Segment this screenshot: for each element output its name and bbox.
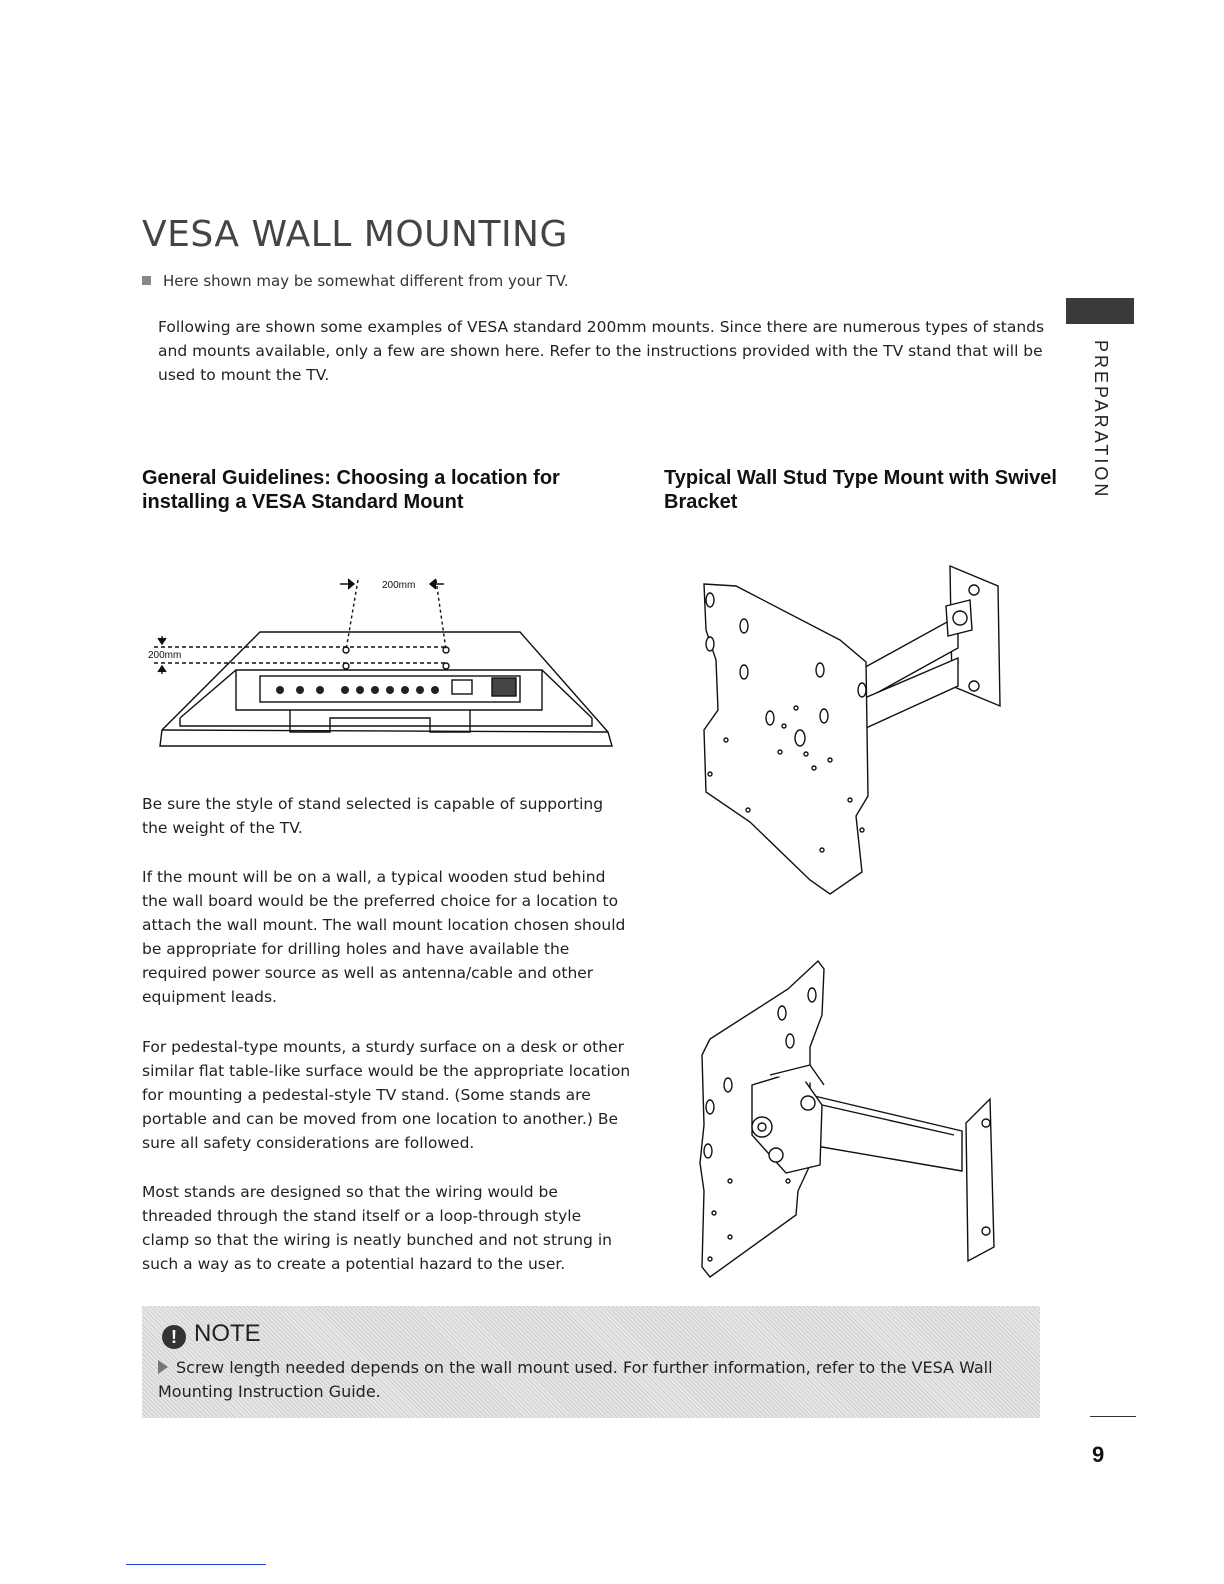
page-title: VESA WALL MOUNTING [142,214,568,255]
guideline-paragraph-4: Most stands are designed so that the wiring would be threaded through the stand itself or a loop-through style clamp so that the wiring is neatly bunched and not strung in such a way as to create a potential hazard to the user. [142,1183,612,1273]
arrow-down-icon [158,636,166,644]
wall-mount-folded-illustration [690,560,1020,900]
arrow-up-icon [158,666,166,674]
square-bullet-icon [142,276,151,285]
horizontal-dimension-label: 200mm [382,580,416,591]
guideline-paragraph-3: For pedestal-type mounts, a sturdy surface on a desk or other similar flat table-like surface would be the appropriate location for mounting a pedestal-style TV stand. (Some stands are portable and can be moved from one location to another.) Be sure all safety considerations are followed. [142,1038,631,1152]
tv-back-diagram [140,570,620,750]
note-header [162,1320,261,1349]
note-text-line [158,1356,1018,1404]
intro-paragraph: Following are shown some examples of VESA standard 200mm mounts. Since there are numerous types of stands and mounts available, only a few are shown here. Refer to the instructions provided with the TV stand that will be used to mount the TV. [158,318,1045,384]
left-section-heading: General Guidelines: Choosing a location for installing a VESA Standard Mount [142,467,560,513]
bullet-note [142,272,569,290]
note-box [142,1306,1040,1418]
page-number: 9 [1092,1442,1105,1467]
right-section-heading: Typical Wall Stud Type Mount with Swivel Bracket [664,467,1057,513]
footer-link-underline [126,1564,266,1565]
section-tab-marker [1066,298,1134,324]
note-text: Screw length needed depends on the wall mount used. For further information, refer to the VESA Wall Mounting Instruction Guide. [158,1358,993,1401]
triangle-bullet-icon [158,1360,168,1374]
wall-mount-extended-illustration [690,955,1020,1285]
exclamation-icon: ! [162,1325,186,1349]
arrow-right-icon [340,579,354,589]
note-title: NOTE [194,1320,261,1347]
guideline-paragraph-2: If the mount will be on a wall, a typical wooden stud behind the wall board would be the preferred choice for a location to attach the wall mount. The wall mount location chosen should be appropriate for drilling holes and have available the required power source as well as antenna/cable and other equipment leads. [142,868,626,1006]
vertical-dimension-label: 200mm [148,650,182,661]
guideline-paragraph-1: Be sure the style of stand selected is capable of supporting the weight of the TV. [142,795,604,837]
page-number-rule [1090,1416,1136,1417]
bullet-text: Here shown may be somewhat different from your TV. [163,272,569,290]
section-side-label [1056,340,1146,500]
side-label-text: PREPARATION [1091,340,1111,500]
